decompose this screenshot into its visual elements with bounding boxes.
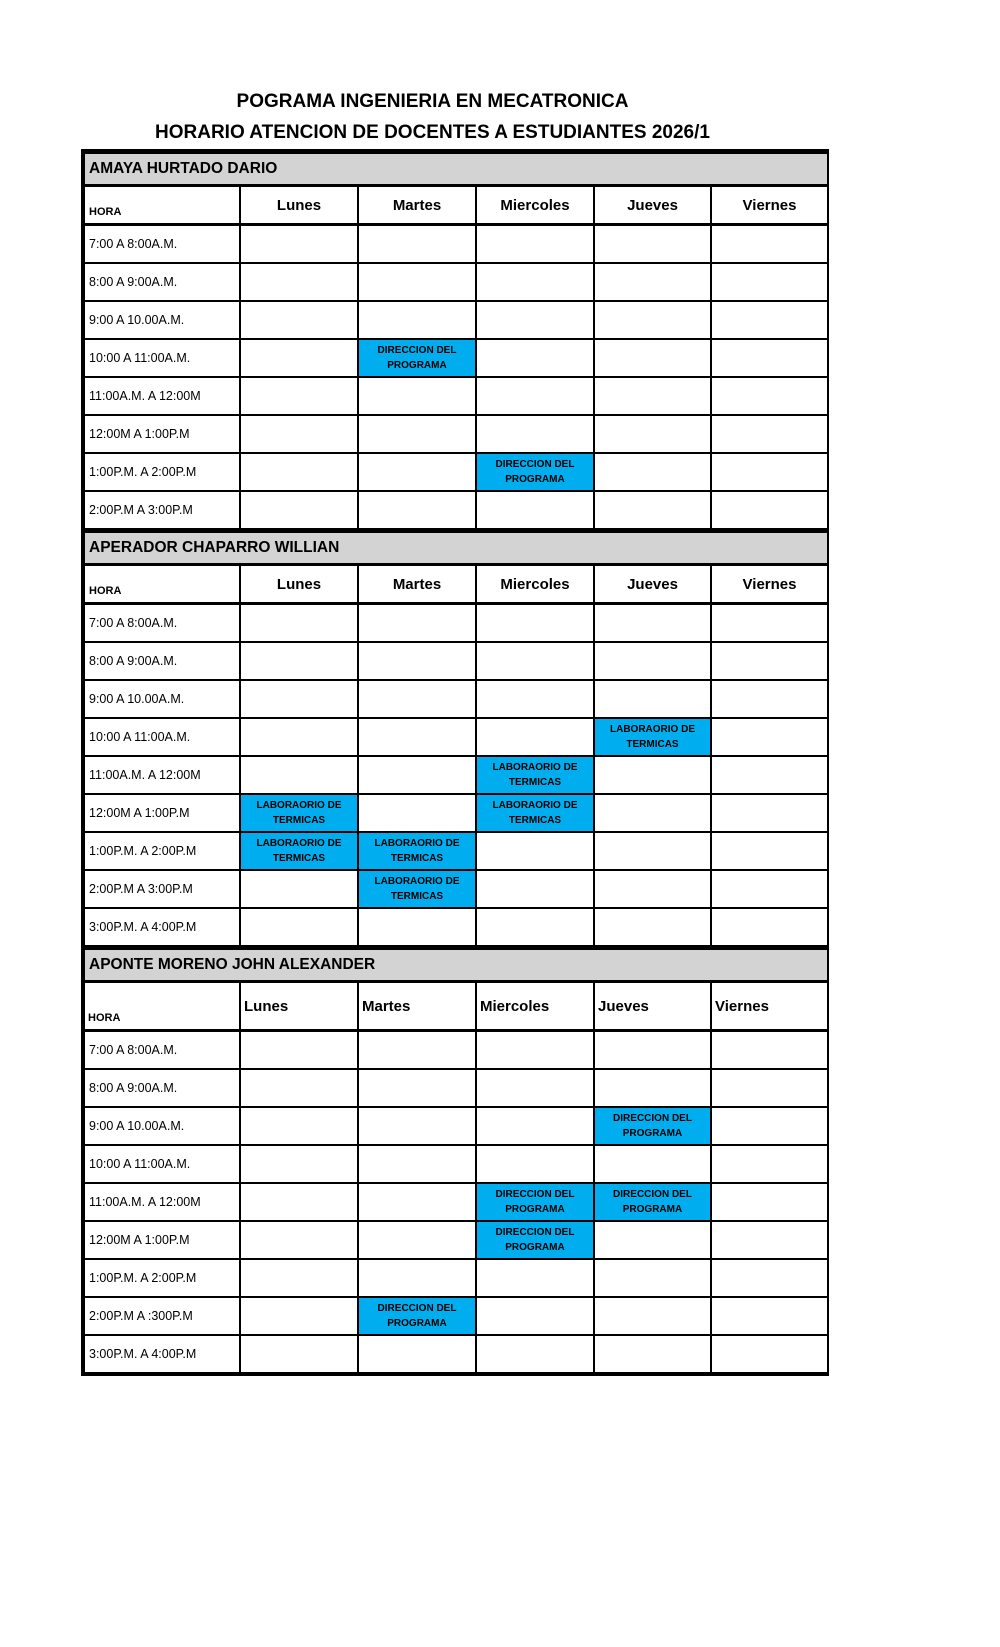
empty-schedule-cell <box>711 718 828 756</box>
empty-schedule-cell <box>358 1107 476 1145</box>
activity-cell: DIRECCION DEL PROGRAMA <box>358 1297 476 1335</box>
schedule-row <box>84 1031 828 1070</box>
empty-schedule-cell <box>594 1297 711 1335</box>
empty-schedule-cell <box>711 377 828 415</box>
empty-schedule-cell <box>240 1183 358 1221</box>
empty-schedule-cell <box>476 225 594 264</box>
schedule-row <box>84 491 828 529</box>
empty-schedule-cell <box>711 642 828 680</box>
empty-schedule-cell <box>476 1335 594 1373</box>
schedule-row <box>84 756 828 794</box>
empty-schedule-cell <box>594 832 711 870</box>
teacher-section-2 <box>83 947 829 1374</box>
teacher-section-0 <box>83 151 829 530</box>
empty-schedule-cell <box>711 453 828 491</box>
time-slot-label: 3:00P.M. A 4:00P.M <box>84 1335 240 1373</box>
time-slot-label: 8:00 A 9:00A.M. <box>84 1069 240 1107</box>
empty-schedule-cell <box>476 491 594 529</box>
empty-schedule-cell <box>711 1335 828 1373</box>
empty-schedule-cell <box>476 642 594 680</box>
empty-schedule-cell <box>240 1031 358 1070</box>
empty-schedule-cell <box>240 301 358 339</box>
empty-schedule-cell <box>240 339 358 377</box>
activity-cell: DIRECCION DEL PROGRAMA <box>594 1183 711 1221</box>
empty-schedule-cell <box>711 1069 828 1107</box>
schedule-row <box>84 1297 828 1335</box>
empty-schedule-cell <box>594 1259 711 1297</box>
empty-schedule-cell <box>594 301 711 339</box>
activity-cell: DIRECCION DEL PROGRAMA <box>594 1107 711 1145</box>
empty-schedule-cell <box>711 908 828 946</box>
empty-schedule-cell <box>711 756 828 794</box>
empty-schedule-cell <box>240 1335 358 1373</box>
empty-schedule-cell <box>240 718 358 756</box>
empty-schedule-cell <box>476 1031 594 1070</box>
schedule-row <box>84 680 828 718</box>
empty-schedule-cell <box>358 604 476 643</box>
empty-schedule-cell <box>240 415 358 453</box>
schedule-row <box>84 453 828 491</box>
empty-schedule-cell <box>594 908 711 946</box>
empty-schedule-cell <box>358 377 476 415</box>
empty-schedule-cell <box>358 1145 476 1183</box>
time-slot-label: 7:00 A 8:00A.M. <box>84 604 240 643</box>
day-column-header: Viernes <box>711 565 828 604</box>
empty-schedule-cell <box>358 718 476 756</box>
schedule-row <box>84 642 828 680</box>
activity-cell: LABORAORIO DE TERMICAS <box>240 832 358 870</box>
time-slot-label: 1:00P.M. A 2:00P.M <box>84 832 240 870</box>
empty-schedule-cell <box>594 415 711 453</box>
empty-schedule-cell <box>711 263 828 301</box>
empty-schedule-cell <box>240 491 358 529</box>
empty-schedule-cell <box>358 1031 476 1070</box>
activity-cell: LABORAORIO DE TERMICAS <box>476 794 594 832</box>
empty-schedule-cell <box>240 225 358 264</box>
empty-schedule-cell <box>240 1221 358 1259</box>
empty-schedule-cell <box>476 1297 594 1335</box>
empty-schedule-cell <box>594 225 711 264</box>
empty-schedule-cell <box>711 604 828 643</box>
page-subtitle: HORARIO ATENCION DE DOCENTES A ESTUDIANTES 2026/1 <box>155 122 710 143</box>
day-column-header: Miercoles <box>476 982 594 1031</box>
empty-schedule-cell <box>711 1145 828 1183</box>
time-slot-label: 8:00 A 9:00A.M. <box>84 263 240 301</box>
empty-schedule-cell <box>594 756 711 794</box>
schedule-row <box>84 1221 828 1259</box>
empty-schedule-cell <box>358 1335 476 1373</box>
time-slot-label: 9:00 A 10.00A.M. <box>84 680 240 718</box>
schedule-row <box>84 225 828 264</box>
empty-schedule-cell <box>240 604 358 643</box>
empty-schedule-cell <box>476 1259 594 1297</box>
empty-schedule-cell <box>711 1221 828 1259</box>
schedule-row <box>84 339 828 377</box>
time-slot-label: 8:00 A 9:00A.M. <box>84 642 240 680</box>
empty-schedule-cell <box>476 377 594 415</box>
empty-schedule-cell <box>594 870 711 908</box>
time-slot-label: 12:00M A 1:00P.M <box>84 1221 240 1259</box>
empty-schedule-cell <box>240 642 358 680</box>
time-slot-label: 1:00P.M. A 2:00P.M <box>84 453 240 491</box>
empty-schedule-cell <box>711 832 828 870</box>
day-column-header: Martes <box>358 186 476 225</box>
hora-column-header: HORA <box>84 982 240 1031</box>
time-slot-label: 12:00M A 1:00P.M <box>84 415 240 453</box>
empty-schedule-cell <box>240 1107 358 1145</box>
day-column-header: Lunes <box>240 186 358 225</box>
empty-schedule-cell <box>240 263 358 301</box>
time-slot-label: 11:00A.M. A 12:00M <box>84 377 240 415</box>
empty-schedule-cell <box>594 794 711 832</box>
empty-schedule-cell <box>358 680 476 718</box>
schedule-row <box>84 1107 828 1145</box>
empty-schedule-cell <box>476 604 594 643</box>
schedule-row <box>84 794 828 832</box>
empty-schedule-cell <box>594 1335 711 1373</box>
schedule-row <box>84 1069 828 1107</box>
empty-schedule-cell <box>240 377 358 415</box>
empty-schedule-cell <box>476 832 594 870</box>
schedule-row <box>84 1335 828 1373</box>
day-column-header: Viernes <box>711 982 828 1031</box>
time-slot-label: 7:00 A 8:00A.M. <box>84 225 240 264</box>
empty-schedule-cell <box>358 756 476 794</box>
empty-schedule-cell <box>476 718 594 756</box>
day-column-header: Jueves <box>594 982 711 1031</box>
hora-column-header: HORA <box>84 186 240 225</box>
time-slot-label: 2:00P.M A 3:00P.M <box>84 491 240 529</box>
empty-schedule-cell <box>240 1297 358 1335</box>
empty-schedule-cell <box>476 301 594 339</box>
activity-cell: LABORAORIO DE TERMICAS <box>358 832 476 870</box>
schedule-row <box>84 908 828 946</box>
empty-schedule-cell <box>711 870 828 908</box>
teacher-section-1 <box>83 530 829 947</box>
empty-schedule-cell <box>711 1031 828 1070</box>
day-column-header: Martes <box>358 982 476 1031</box>
time-slot-label: 2:00P.M A :300P.M <box>84 1297 240 1335</box>
empty-schedule-cell <box>711 491 828 529</box>
time-slot-label: 10:00 A 11:00A.M. <box>84 718 240 756</box>
empty-schedule-cell <box>476 339 594 377</box>
day-column-header: Miercoles <box>476 186 594 225</box>
teacher-name: AMAYA HURTADO DARIO <box>84 153 828 186</box>
empty-schedule-cell <box>594 339 711 377</box>
schedule-row <box>84 1183 828 1221</box>
empty-schedule-cell <box>476 1069 594 1107</box>
empty-schedule-cell <box>594 1145 711 1183</box>
empty-schedule-cell <box>240 1145 358 1183</box>
empty-schedule-cell <box>711 225 828 264</box>
day-column-header: Lunes <box>240 565 358 604</box>
empty-schedule-cell <box>594 604 711 643</box>
day-column-header: Jueves <box>594 565 711 604</box>
empty-schedule-cell <box>240 1259 358 1297</box>
schedule-row <box>84 377 828 415</box>
activity-cell: LABORAORIO DE TERMICAS <box>240 794 358 832</box>
empty-schedule-cell <box>594 1221 711 1259</box>
schedule-row <box>84 870 828 908</box>
activity-cell: DIRECCION DEL PROGRAMA <box>476 1221 594 1259</box>
schedule-row <box>84 604 828 643</box>
empty-schedule-cell <box>240 453 358 491</box>
schedule-table <box>81 149 829 1376</box>
day-column-header: Miercoles <box>476 565 594 604</box>
time-slot-label: 7:00 A 8:00A.M. <box>84 1031 240 1070</box>
empty-schedule-cell <box>358 263 476 301</box>
empty-schedule-cell <box>358 301 476 339</box>
time-slot-label: 10:00 A 11:00A.M. <box>84 1145 240 1183</box>
empty-schedule-cell <box>711 339 828 377</box>
empty-schedule-cell <box>476 415 594 453</box>
empty-schedule-cell <box>358 415 476 453</box>
time-slot-label: 3:00P.M. A 4:00P.M <box>84 908 240 946</box>
empty-schedule-cell <box>594 680 711 718</box>
time-slot-label: 9:00 A 10.00A.M. <box>84 1107 240 1145</box>
empty-schedule-cell <box>240 680 358 718</box>
time-slot-label: 11:00A.M. A 12:00M <box>84 1183 240 1221</box>
activity-cell: DIRECCION DEL PROGRAMA <box>476 453 594 491</box>
empty-schedule-cell <box>358 491 476 529</box>
empty-schedule-cell <box>476 908 594 946</box>
empty-schedule-cell <box>476 870 594 908</box>
empty-schedule-cell <box>358 908 476 946</box>
schedule-row <box>84 1145 828 1183</box>
schedule-row <box>84 832 828 870</box>
schedule-row <box>84 301 828 339</box>
empty-schedule-cell <box>358 453 476 491</box>
hora-column-header: HORA <box>84 565 240 604</box>
empty-schedule-cell <box>476 263 594 301</box>
empty-schedule-cell <box>358 642 476 680</box>
empty-schedule-cell <box>594 1069 711 1107</box>
day-column-header: Jueves <box>594 186 711 225</box>
empty-schedule-cell <box>594 263 711 301</box>
empty-schedule-cell <box>240 870 358 908</box>
teacher-name: APERADOR CHAPARRO WILLIAN <box>84 532 828 565</box>
time-slot-label: 10:00 A 11:00A.M. <box>84 339 240 377</box>
empty-schedule-cell <box>476 1107 594 1145</box>
activity-cell: DIRECCION DEL PROGRAMA <box>358 339 476 377</box>
activity-cell: LABORAORIO DE TERMICAS <box>594 718 711 756</box>
empty-schedule-cell <box>358 1221 476 1259</box>
time-slot-label: 2:00P.M A 3:00P.M <box>84 870 240 908</box>
document-header <box>81 86 784 148</box>
activity-cell: LABORAORIO DE TERMICAS <box>358 870 476 908</box>
empty-schedule-cell <box>711 1107 828 1145</box>
schedule-row <box>84 718 828 756</box>
schedule-row <box>84 1259 828 1297</box>
empty-schedule-cell <box>594 377 711 415</box>
empty-schedule-cell <box>240 756 358 794</box>
teacher-name: APONTE MORENO JOHN ALEXANDER <box>84 949 828 982</box>
empty-schedule-cell <box>594 453 711 491</box>
page-title: POGRAMA INGENIERIA EN MECATRONICA <box>236 91 629 112</box>
empty-schedule-cell <box>711 1297 828 1335</box>
empty-schedule-cell <box>476 1145 594 1183</box>
time-slot-label: 1:00P.M. A 2:00P.M <box>84 1259 240 1297</box>
empty-schedule-cell <box>711 1259 828 1297</box>
schedule-row <box>84 415 828 453</box>
empty-schedule-cell <box>358 1069 476 1107</box>
empty-schedule-cell <box>711 415 828 453</box>
day-column-header: Viernes <box>711 186 828 225</box>
empty-schedule-cell <box>711 1183 828 1221</box>
empty-schedule-cell <box>594 491 711 529</box>
empty-schedule-cell <box>358 1259 476 1297</box>
empty-schedule-cell <box>711 680 828 718</box>
activity-cell: LABORAORIO DE TERMICAS <box>476 756 594 794</box>
empty-schedule-cell <box>711 794 828 832</box>
empty-schedule-cell <box>358 1183 476 1221</box>
activity-cell: DIRECCION DEL PROGRAMA <box>476 1183 594 1221</box>
empty-schedule-cell <box>240 908 358 946</box>
time-slot-label: 12:00M A 1:00P.M <box>84 794 240 832</box>
time-slot-label: 11:00A.M. A 12:00M <box>84 756 240 794</box>
schedule-row <box>84 263 828 301</box>
empty-schedule-cell <box>240 1069 358 1107</box>
empty-schedule-cell <box>476 680 594 718</box>
day-column-header: Lunes <box>240 982 358 1031</box>
empty-schedule-cell <box>594 642 711 680</box>
empty-schedule-cell <box>594 1031 711 1070</box>
day-column-header: Martes <box>358 565 476 604</box>
time-slot-label: 9:00 A 10.00A.M. <box>84 301 240 339</box>
empty-schedule-cell <box>358 225 476 264</box>
empty-schedule-cell <box>711 301 828 339</box>
empty-schedule-cell <box>358 794 476 832</box>
